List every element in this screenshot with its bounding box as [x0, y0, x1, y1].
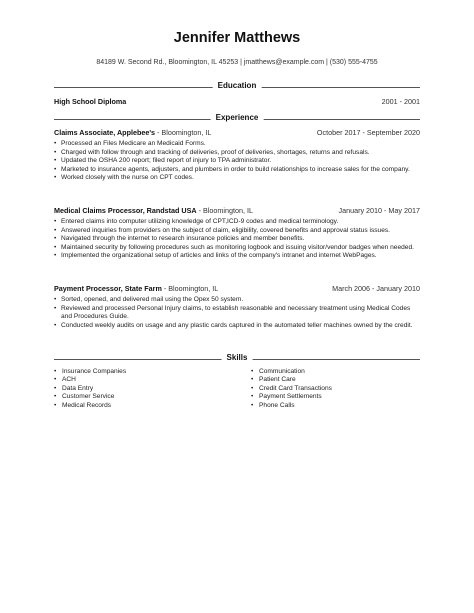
skill-item: • Data Entry — [54, 384, 94, 392]
section-title: Experience — [211, 113, 264, 122]
education-entry — [54, 97, 420, 108]
job-bullets — [54, 296, 420, 330]
list-item: • Answered inquiries from providers on the subject of claim, eligibility, covered benefits and approval status issues. — [54, 226, 390, 234]
skill-item: • Medical Records — [54, 401, 112, 409]
skill-item: • ACH — [54, 376, 76, 384]
list-item: • Sorted, opened, and delivered mail using the Opex 50 system. — [54, 296, 244, 303]
candidate-name: Jennifer Matthews — [173, 30, 301, 46]
job-location: - Bloomington, IL — [155, 128, 212, 137]
skills-list-left — [54, 368, 126, 410]
skill-item: • Customer Service — [54, 393, 115, 401]
job-location: - Bloomington, IL — [196, 206, 253, 215]
list-item: • Maintained security by following procedures such as monitoring logbook and issuing visitor/vendor badges when needed. — [54, 243, 414, 251]
skills-list-right — [251, 368, 332, 410]
job-dates: October 2017 - September 2020 — [316, 128, 420, 137]
list-item: • Updated the OSHA 200 report; filed report of injury to TPA administrator. — [54, 157, 272, 164]
list-item: • Worked closely with the nurse on CPT codes. — [54, 174, 194, 181]
list-item: • Entered claims into computer utilizing knowledge of CPT,ICD-9 codes and medical terminology. — [54, 218, 339, 225]
education-section-header — [54, 81, 420, 93]
job-bullets — [54, 218, 420, 261]
list-item: • Implemented the organizational setup of articles and links of the company's intranet and internet WebPages. — [54, 252, 377, 259]
job-title: Claims Associate, Applebee's — [54, 128, 156, 137]
contact-line: 84189 W. Second Rd., Bloomington, IL 45253 | jmatthews@example.com | (530) 555-4755 — [96, 59, 378, 66]
section-title: Skills — [222, 353, 253, 362]
skill-item: • Credit Card Transactions — [251, 384, 332, 392]
job-location: - Bloomington, IL — [161, 284, 219, 293]
degree: High School Diploma — [54, 97, 127, 106]
list-item: • Navigated through the internet to research insurance policies and member benefits. — [54, 235, 305, 242]
job-bullets — [54, 140, 420, 183]
job-title: Payment Processor, State Farm — [54, 284, 162, 293]
skill-item: • Insurance Companies — [54, 368, 127, 375]
job-header — [54, 128, 420, 139]
job-header — [54, 206, 420, 217]
experience-section-header — [54, 113, 420, 125]
list-item: • Processed an Files Medicare an Medicaid Forms. — [54, 140, 206, 147]
skills-section-header — [54, 353, 420, 365]
skill-item: • Phone Calls — [251, 401, 295, 409]
skill-item: • Communication — [251, 368, 305, 375]
list-item: • Conducted weekly audits on usage and any plastic cards captured in the automated teller machines owned by the credit. — [54, 321, 413, 329]
skill-item: • Payment Settlements — [251, 393, 322, 401]
job-dates: March 2006 - January 2010 — [332, 284, 420, 293]
list-item: • Reviewed and processed Personal Injury claims, to establish reasonable and necessary treatment using Medical Codes and Procedures Guide. — [54, 304, 411, 320]
job-header — [54, 284, 420, 295]
section-title: Education — [213, 81, 262, 90]
list-item: • Marketed to insurance agents, adjusters, and plumbers in order to build relationships to increase sales for the company. — [54, 165, 410, 173]
education-dates: 2001 - 2001 — [381, 97, 420, 106]
skill-item: • Patient Care — [251, 376, 296, 384]
job-title: Medical Claims Processor, Randstad USA — [54, 206, 197, 215]
job-dates: January 2010 - May 2017 — [338, 206, 420, 215]
list-item: • Charged with follow through and tracking of deliveries, proof of deliveries, shortages, returns and refusals. — [54, 148, 370, 156]
